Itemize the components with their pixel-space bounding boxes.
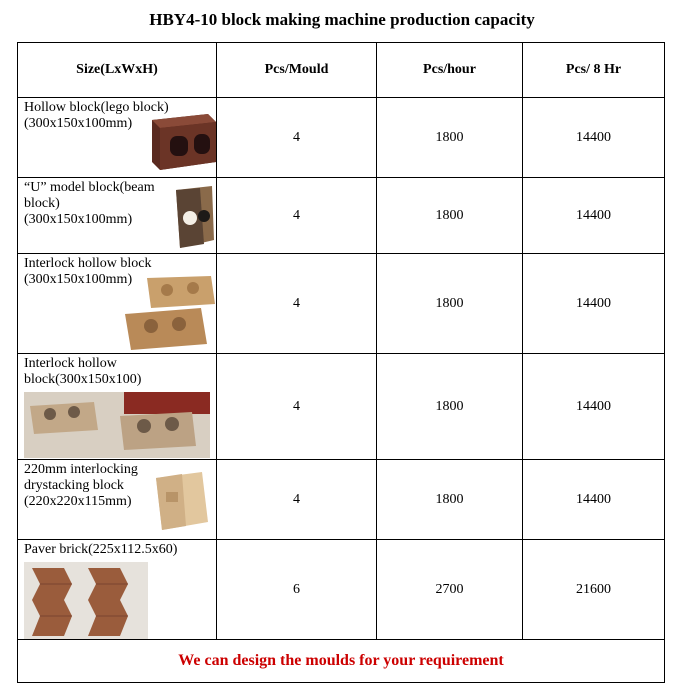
header-pcs-8hr: Pcs/ 8 Hr [523,43,665,98]
table-row [18,254,665,354]
pcs-hour-cell: 1800 [377,354,523,460]
size-label: 220mm interlocking drystacking block (220x220x115mm) [24,462,138,509]
pcs-8hr-cell: 21600 [523,540,665,640]
table-row [18,98,665,178]
u-block-image [170,184,216,250]
size-label: Interlock hollow block (300x150x100mm) [24,256,152,287]
pcs-hour-cell: 1800 [377,254,523,354]
table-row [18,178,665,254]
interlock-blocks-photo [24,392,210,458]
pcs-8hr-cell: 14400 [523,178,665,254]
size-cell [18,178,217,254]
pcs-8hr-cell: 14400 [523,98,665,178]
size-cell [18,540,217,640]
pcs-mould-cell: 4 [217,460,377,540]
footer-note: We can design the moulds for your requirement [18,640,665,683]
pcs-8hr-cell: 14400 [523,460,665,540]
footer-row [18,640,665,683]
size-label: “U” model block(beam block) (300x150x100mm) [24,180,155,227]
capacity-table [17,42,665,683]
header-row [18,43,665,98]
header-pcs-mould: Pcs/Mould [217,43,377,98]
pcs-hour-cell: 2700 [377,540,523,640]
size-cell [18,98,217,178]
header-size: Size(LxWxH) [18,43,217,98]
pcs-8hr-cell: 14400 [523,354,665,460]
table-row [18,460,665,540]
pcs-hour-cell: 1800 [377,178,523,254]
pcs-mould-cell: 4 [217,254,377,354]
pcs-hour-cell: 1800 [377,460,523,540]
table-row [18,540,665,640]
header-pcs-hour: Pcs/hour [377,43,523,98]
page-title: HBY4-10 block making machine production capacity [149,10,535,29]
size-cell [18,460,217,540]
pcs-mould-cell: 6 [217,540,377,640]
size-label: Hollow block(lego block) (300x150x100mm) [24,100,169,131]
pcs-hour-cell: 1800 [377,98,523,178]
size-cell [18,354,217,460]
size-cell [18,254,217,354]
pcs-mould-cell: 4 [217,354,377,460]
table-row [18,354,665,460]
size-label: Interlock hollow block(300x150x100) [24,356,142,387]
size-label: Paver brick(225x112.5x60) [24,542,178,557]
pcs-mould-cell: 4 [217,178,377,254]
pcs-8hr-cell: 14400 [523,254,665,354]
pcs-mould-cell: 4 [217,98,377,178]
paver-brick-image [24,562,148,640]
